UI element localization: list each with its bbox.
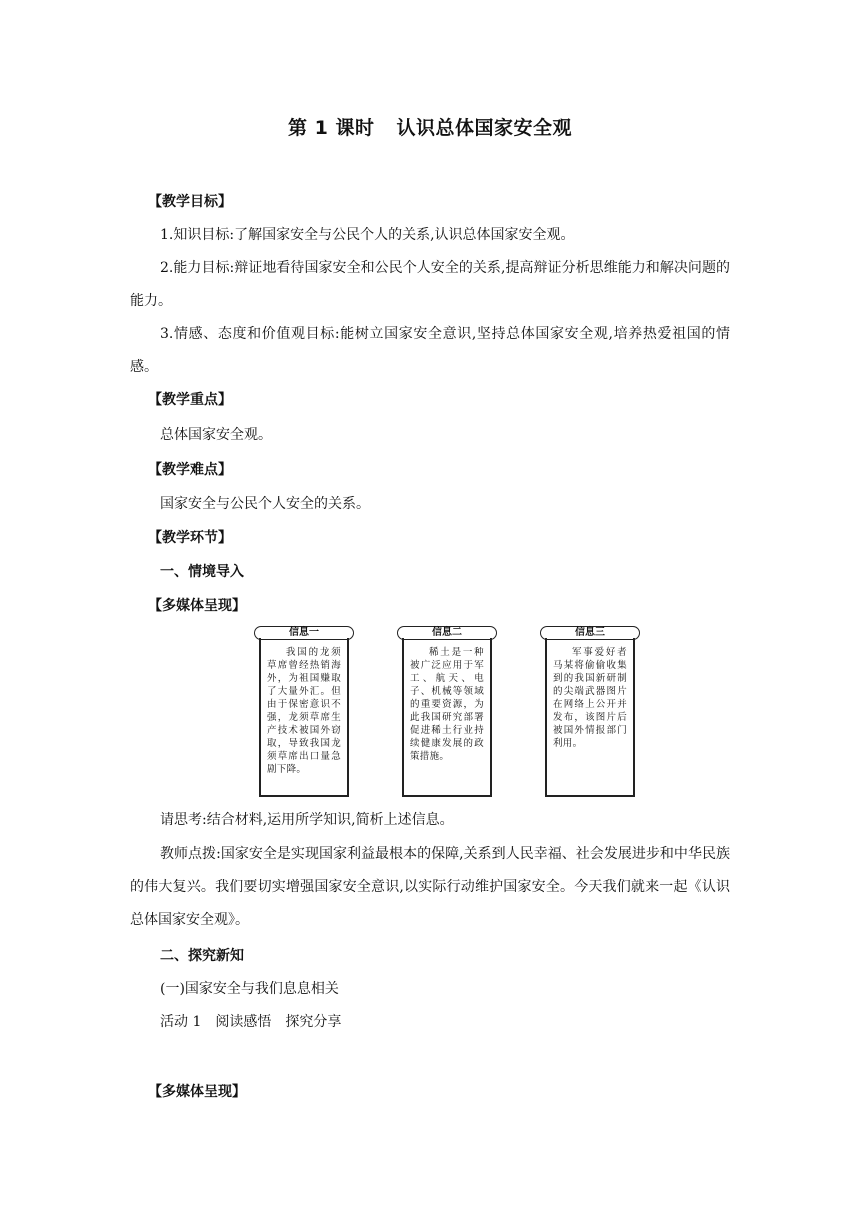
goals-heading: 【教学目标】 [148,194,232,210]
lesson-name: 认识总体国家安全观 [396,117,572,139]
think-question: 请思考:结合材料,运用所学知识,简析上述信息。 [160,812,454,828]
lesson-number: 第 1 课时 [288,117,375,139]
info-scroll-2 [397,626,497,799]
process-heading: 【教学环节】 [148,530,232,546]
scroll-caption: 信息二 [397,626,497,640]
lesson-title [0,113,860,140]
goal-knowledge: 1.知识目标:了解国家安全与公民个人的关系,认识总体国家安全观。 [160,227,575,243]
scroll-text: 我国的龙须草席曾经热销海外，为祖国赚取了大量外汇。但由于保密意识不强，龙须草席生产技术被国外窃取，导致我国龙须草席出口量急剧下降。 [259,638,349,797]
goal-emotion: 3.情感、态度和价值观目标:能树立国家安全意识,坚持总体国家安全观,培养热爱祖国的情感。 [130,326,730,375]
section-intro-heading: 一、情境导入 [160,564,244,580]
scroll-text: 稀土是一种被广泛应用于军工、航天、电子、机械等领域的重要资源，为此我国研究部署促进稀土行业持续健康发展的政策措施。 [402,638,492,797]
multimedia-heading-1: 【多媒体呈现】 [148,598,246,614]
scroll-caption: 信息三 [540,626,640,640]
difficulty-text: 国家安全与公民个人安全的关系。 [160,496,370,512]
info-scroll-1 [254,626,354,799]
scroll-text: 军事爱好者马某将偷偷收集到的我国新研制的尖端武器图片在网络上公开并发布，该图片后被国外情报部门利用。 [545,638,635,797]
info-scroll-3 [540,626,640,799]
difficulty-heading: 【教学难点】 [148,462,232,478]
multimedia-heading-2: 【多媒体呈现】 [148,1084,246,1100]
teacher-tip: 教师点拨:国家安全是实现国家利益最根本的保障,关系到人民幸福、社会发展进步和中华民族的伟大复兴。我们要切实增强国家安全意识,以实际行动维护国家安全。今天我们就来一起《认识总体国家安全观》。 [130,846,730,928]
activity-heading: 活动 1 阅读感悟 探究分享 [160,1014,342,1030]
goal-ability: 2.能力目标:辩证地看待国家安全和公民个人安全的关系,提高辩证分析思维能力和解决问题的能力。 [130,260,730,309]
key-points-heading: 【教学重点】 [148,392,232,408]
key-points-text: 总体国家安全观。 [160,427,272,443]
subsection-heading: (一)国家安全与我们息息相关 [160,981,339,997]
section-explore-heading: 二、探究新知 [160,948,244,964]
scroll-caption: 信息一 [254,626,354,640]
